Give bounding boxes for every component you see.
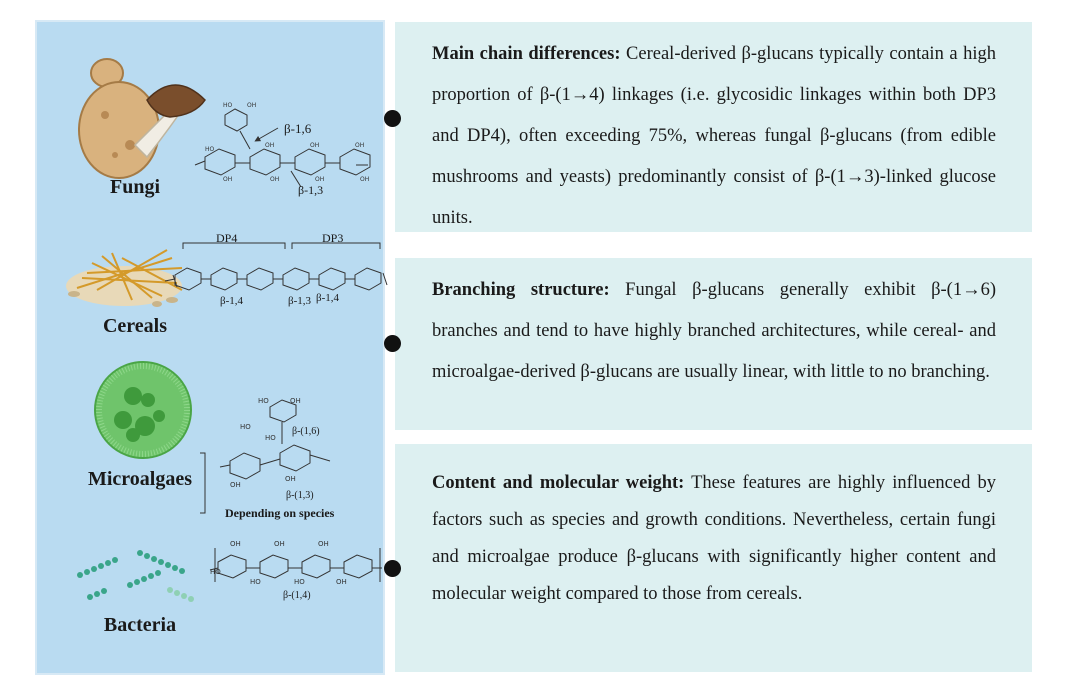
bullet-dot-1 — [384, 110, 401, 127]
svg-text:OH: OH — [265, 142, 275, 149]
svg-text:HO: HO — [250, 578, 261, 586]
svg-text:OH: OH — [230, 481, 241, 489]
svg-text:OH: OH — [360, 176, 370, 183]
bacteria-label: Bacteria — [103, 614, 177, 636]
bullet-dot-2 — [384, 335, 401, 352]
svg-text:OH: OH — [318, 540, 329, 548]
microalgae-main-linkage: β-(1,3) — [286, 490, 314, 501]
cereal-linkage-2: β-1,3 — [288, 295, 312, 307]
svg-text:OH: OH — [274, 540, 285, 548]
card-main-chain-body: Cereal-derived β-glucans typically contain a high proportion of β-(1→4) linkages (i.e. glycosidic linkages within both DP3 and DP4), often exceeding 75%, whereas fungal β-glucans (from edible mushrooms and yeasts) predominantly consist of β-(1→3)-linked glucose units. — [432, 44, 996, 228]
bacteria-illustration — [70, 545, 200, 610]
fungi-label: Fungi — [109, 176, 161, 198]
card-content-weight-heading: Content and molecular weight: — [432, 473, 685, 493]
card-branching-body: Fungal β-glucans generally exhibit β-(1→6) branches and tend to have highly branched architectures, while cereal- and microalgae-derived β-glucans are usually linear, with little to no branching. — [432, 280, 996, 382]
svg-text:HO: HO — [240, 423, 251, 431]
svg-text:OH: OH — [315, 176, 325, 183]
bacteria-linkage: β-(1,4) — [283, 590, 311, 601]
card-main-chain-heading: Main chain differences: — [432, 44, 621, 64]
bullet-dot-3 — [384, 560, 401, 577]
svg-text:OH: OH — [230, 540, 241, 548]
svg-text:HO: HO — [258, 397, 269, 405]
card-branching-heading: Branching structure: — [432, 280, 610, 300]
svg-text:HO: HO — [265, 434, 276, 442]
svg-text:OH: OH — [223, 176, 233, 183]
svg-text:OH: OH — [290, 397, 301, 405]
fungi-main-linkage: β-1,3 — [298, 183, 324, 197]
cereals-label: Cereals — [102, 315, 168, 337]
svg-text:OH: OH — [336, 578, 347, 586]
cereal-structure — [165, 243, 390, 303]
card-content-weight — [395, 444, 1032, 672]
svg-text:HO: HO — [294, 578, 305, 586]
svg-text:HO: HO — [210, 568, 221, 576]
cereal-dp4-label: DP4 — [216, 231, 238, 245]
svg-text:OH: OH — [355, 142, 365, 149]
fungi-structure — [195, 95, 380, 190]
fungi-illustration — [75, 55, 215, 185]
microalgae-illustration — [93, 360, 193, 460]
bacteria-structure — [210, 540, 385, 590]
card-branching — [395, 258, 1032, 430]
svg-text:OH: OH — [247, 102, 257, 109]
cereal-linkage-3: β-1,4 — [316, 292, 340, 304]
microalgae-label: Microalgaes — [87, 468, 193, 490]
svg-text:HO: HO — [223, 102, 233, 109]
depending-on-species-note: Depending on species — [225, 506, 335, 520]
fungi-branch-linkage: β-1,6 — [284, 121, 312, 136]
svg-text:OH: OH — [285, 475, 296, 483]
svg-text:OH: OH — [310, 142, 320, 149]
cereal-dp3-label: DP3 — [322, 231, 344, 245]
svg-text:OH: OH — [270, 176, 280, 183]
microalgae-branch-linkage: β-(1,6) — [292, 426, 320, 437]
cereal-linkage-1: β-1,4 — [220, 295, 244, 307]
card-main-chain — [395, 22, 1032, 232]
microalgae-structure — [200, 395, 350, 505]
svg-text:HO: HO — [205, 146, 215, 153]
card-content-weight-body: These features are highly influenced by factors such as species and growth conditions. Nevertheless, certain fungi and microalgae produce β-glucans with significantly higher content and molecular weight compared to those from cereals. — [432, 473, 996, 604]
